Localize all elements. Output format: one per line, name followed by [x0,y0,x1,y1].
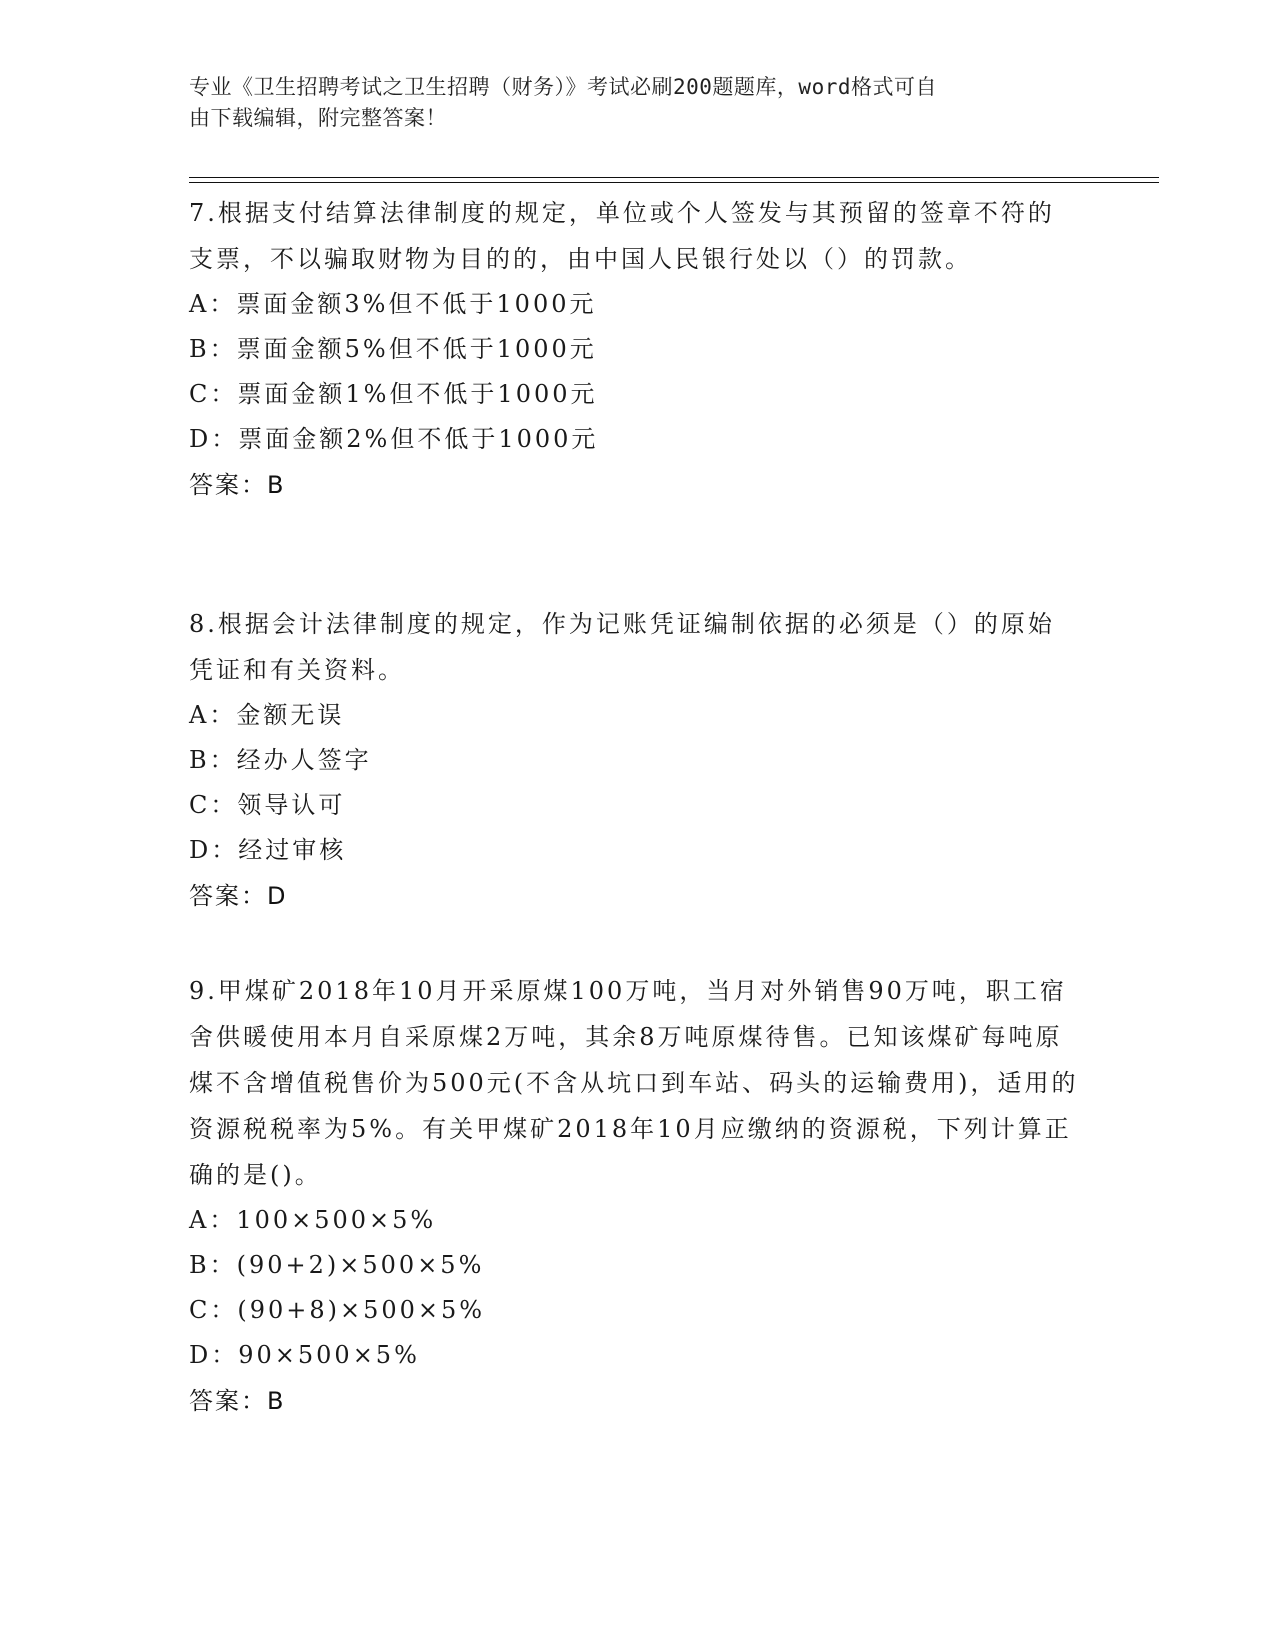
answer-label: 答案：D [189,882,288,910]
option-b: B：票面金额5%但不低于1000元 [189,335,597,363]
option-c: C：(90+8)×500×5% [189,1296,486,1324]
option-b: B：经办人签字 [189,746,372,774]
header-intro-line-1: 专业《卫生招聘考试之卫生招聘（财务）》考试必刷200题题库，word格式可自 [189,75,937,99]
option-a: A：票面金额3%但不低于1000元 [189,290,597,318]
document-header [189,72,1069,134]
question-9 [189,968,1079,1424]
option-a: A：100×500×5% [189,1206,437,1234]
option-d: D：票面金额2%但不低于1000元 [189,425,599,453]
answer-label: 答案：B [189,1387,286,1415]
header-divider-top [189,177,1159,178]
question-8 [189,601,1079,919]
question-stem: 7.根据支付结算法律制度的规定，单位或个人签发与其预留的签章不符的支票，不以骗取财物为目的的，由中国人民银行处以（）的罚款。 [189,199,1055,273]
answer-label: 答案：B [189,471,286,499]
question-stem: 9.甲煤矿2018年10月开采原煤100万吨，当月对外销售90万吨，职工宿舍供暖使用本月自采原煤2万吨，其余8万吨原煤待售。已知该煤矿每吨原煤不含增值税售价为500元(不含从坑口到车站、码头的运输费用)，适用的资源税税率为5%。有关甲煤矿2018年10月应缴纳的资源税，下列计算正确的是()。 [189,977,1079,1189]
option-b: B：(90+2)×500×5% [189,1251,485,1279]
question-stem: 8.根据会计法律制度的规定，作为记账凭证编制依据的必须是（）的原始凭证和有关资料。 [189,610,1055,684]
option-d: D：90×500×5% [189,1341,420,1369]
option-c: C：领导认可 [189,791,346,819]
option-a: A：金额无误 [189,701,345,729]
option-c: C：票面金额1%但不低于1000元 [189,380,598,408]
header-intro-line-2: 由下载编辑，附完整答案！ [189,106,447,130]
option-d: D：经过审核 [189,836,347,864]
question-7 [189,190,1079,508]
header-divider-bottom [189,182,1159,183]
